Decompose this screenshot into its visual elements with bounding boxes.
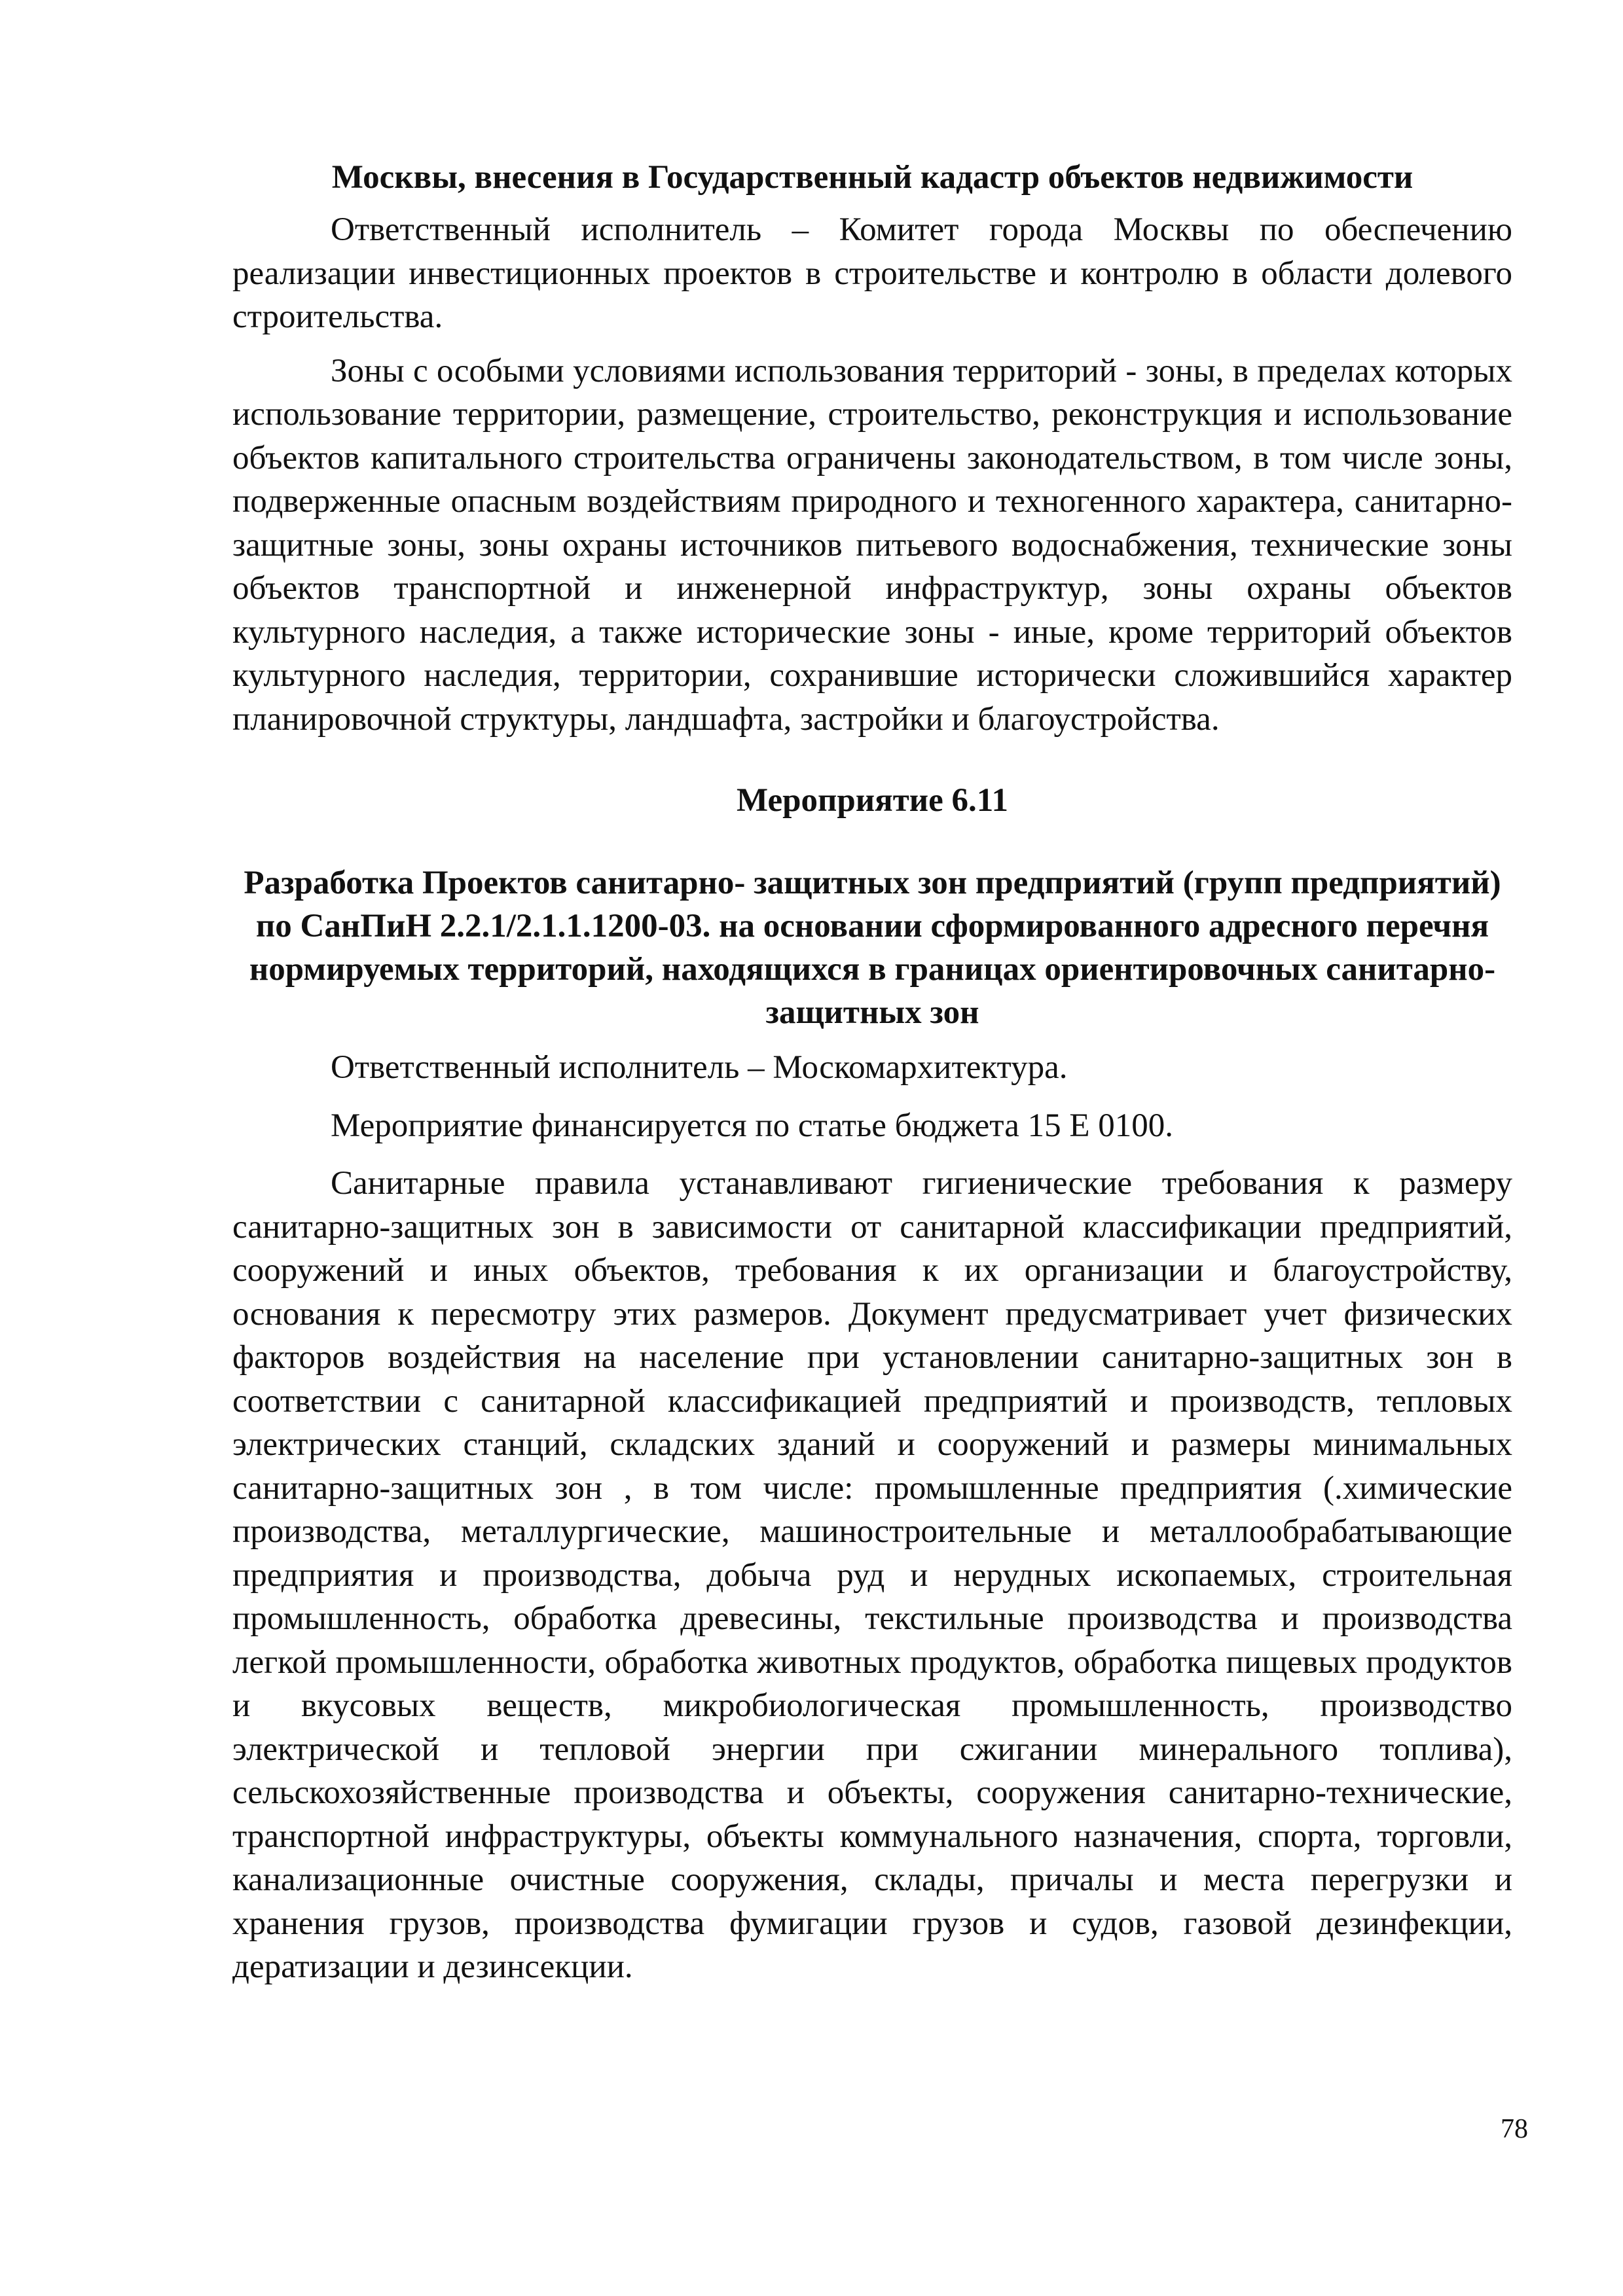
special-zones-paragraph: Зоны с особыми условиями использования территорий - зоны, в пределах которых использование территории, размещение, строительство, реконструкция и использование объектов капитального строительства ограничены законодательством, в том числе зоны, подверженные опасным воздействиям природного и техногенного характера, санитарно-защитные зоны, зоны охраны источников питьевого водоснабжения, технические зоны объектов транспортной и инженерной инфраструктур, зоны охраны объектов культурного наследия, а также исторические зоны - иные, кроме территорий объектов культурного наследия, территории, сохранившие исторически сложившийся характер планировочной структуры, ландшафта, застройки и благоустройства. (232, 352, 1512, 738)
event-title-heading: Разработка Проектов санитарно- защитных зон предприятий (групп предприятий) по СанПиН 2.2.1/2.1.1.1200-03. на основании сформированного адресного перечня нормируемых территорий, находящихся в границах ориентировочных санитарно-защитных зон (244, 865, 1501, 1031)
responsible-paragraph: Ответственный исполнитель – Москомархитектура. (331, 1049, 1068, 1086)
sanitary-rules-paragraph: Санитарные правила устанавливают гигиенические требования к размеру санитарно-защитных зон в зависимости от санитарной классификации предприятий, сооружений и иных объектов, требования к их организации и благоустройству, основания к пересмотру этих размеров. Документ предусматривает учет физических факторов воздействия на население при установлении санитарно-защитных зон в соответствии с санитарной классификацией предприятий и производств, тепловых электрических станций, складских зданий и сооружений и размеры минимальных санитарно-защитных зон , в том числе: промышленные предприятия (.химические производства, металлургические, машиностроительные и металлообрабатывающие предприятия и производства, добыча руд и нерудных ископаемых, строительная промышленность, обработка древесины, текстильные производства и производства легкой промышленности, обработка животных продуктов, обработка пищевых продуктов и вкусовых веществ, микробиологическая промышленность, производство электрической и тепловой энергии при сжигании минерального топлива), сельскохозяйственные производства и объекты, сооружения санитарно-технические, транспортной инфраструктуры, объекты коммунального назначения, спорта, торговли, канализационные очистные сооружения, склады, причалы и места перегрузки и хранения грузов, производства фумигации грузов и судов, газовой дезинфекции, дератизации и дезинсекции. (232, 1165, 1512, 1985)
financing-paragraph: Мероприятие финансируется по статье бюджета 15 Е 0100. (331, 1107, 1174, 1144)
event-number-heading: Мероприятие 6.11 (737, 782, 1008, 819)
section-heading: Москвы, внесения в Государственный кадастр объектов недвижимости (331, 159, 1413, 196)
document-page (232, 156, 1512, 2000)
responsible-committee-paragraph: Ответственный исполнитель – Комитет города Москвы по обеспечению реализации инвестиционных проектов в строительстве и контролю в области долевого строительства. (232, 211, 1512, 335)
page-number: 78 (1501, 2114, 1528, 2144)
